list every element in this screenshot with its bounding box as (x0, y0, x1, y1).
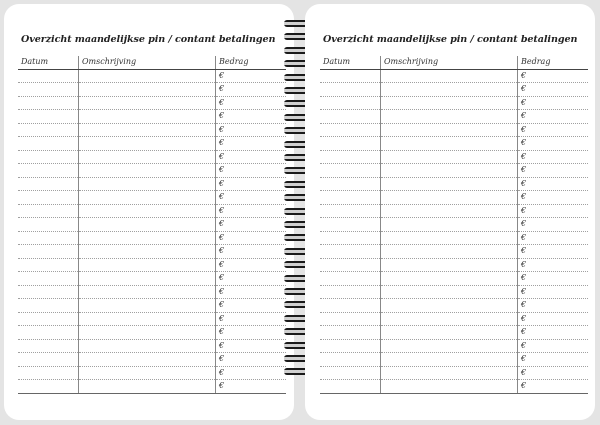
amount-cell[interactable]: € (518, 231, 589, 245)
date-cell[interactable] (18, 191, 79, 205)
amount-cell[interactable]: € (216, 164, 287, 178)
ledger-row (18, 312, 286, 326)
ledger-row (18, 83, 286, 97)
date-cell[interactable] (18, 218, 79, 232)
ledger-header-row (320, 56, 588, 69)
description-cell[interactable] (79, 299, 216, 313)
ledger-row (18, 245, 286, 259)
right-page (305, 4, 595, 420)
amount-cell[interactable]: € (216, 258, 287, 272)
date-cell[interactable] (320, 191, 381, 205)
ledger-row (18, 69, 286, 83)
date-cell[interactable] (320, 177, 381, 191)
ledger-row (18, 339, 286, 353)
amount-cell[interactable]: € (518, 312, 589, 326)
description-cell[interactable] (381, 326, 518, 340)
amount-cell[interactable]: € (518, 339, 589, 353)
amount-cell[interactable]: € (518, 285, 589, 299)
amount-cell[interactable]: € (216, 110, 287, 124)
date-cell[interactable] (18, 380, 79, 394)
description-cell[interactable] (79, 96, 216, 110)
amount-cell[interactable]: € (518, 177, 589, 191)
description-cell[interactable] (381, 110, 518, 124)
ledger-row (18, 299, 286, 313)
description-cell[interactable] (381, 83, 518, 97)
ledger-row (18, 258, 286, 272)
date-cell[interactable] (18, 231, 79, 245)
date-cell[interactable] (18, 110, 79, 124)
amount-cell[interactable]: € (518, 204, 589, 218)
ledger-row (320, 258, 588, 272)
description-cell[interactable] (381, 312, 518, 326)
ledger-header-row (18, 56, 286, 69)
amount-cell[interactable]: € (216, 191, 287, 205)
amount-cell[interactable]: € (518, 69, 589, 83)
ledger-row (320, 204, 588, 218)
amount-cell[interactable]: € (216, 96, 287, 110)
ledger-row (320, 69, 588, 83)
amount-cell[interactable]: € (216, 326, 287, 340)
amount-cell[interactable]: € (216, 137, 287, 151)
ledger-row (18, 110, 286, 124)
ledger-row (320, 353, 588, 367)
date-cell[interactable] (320, 204, 381, 218)
date-cell[interactable] (18, 123, 79, 137)
description-cell[interactable] (381, 177, 518, 191)
amount-cell[interactable]: € (518, 83, 589, 97)
date-cell[interactable] (320, 258, 381, 272)
ledger-row (18, 231, 286, 245)
amount-cell[interactable]: € (216, 218, 287, 232)
ledger-row (18, 123, 286, 137)
description-cell[interactable] (381, 231, 518, 245)
ledger-row (320, 231, 588, 245)
date-cell[interactable] (320, 218, 381, 232)
description-cell[interactable] (79, 204, 216, 218)
column-header-amount: Bedrag (518, 56, 589, 69)
amount-cell[interactable]: € (216, 285, 287, 299)
description-cell[interactable] (79, 326, 216, 340)
page-title: Overzicht maandelijkse pin / contant betalingen (21, 34, 276, 45)
description-cell[interactable] (381, 339, 518, 353)
date-cell[interactable] (320, 312, 381, 326)
description-cell[interactable] (79, 312, 216, 326)
ledger-row (18, 177, 286, 191)
description-cell[interactable] (79, 218, 216, 232)
date-cell[interactable] (320, 96, 381, 110)
amount-cell[interactable]: € (216, 123, 287, 137)
amount-cell[interactable]: € (518, 272, 589, 286)
date-cell[interactable] (320, 285, 381, 299)
amount-cell[interactable]: € (216, 353, 287, 367)
date-cell[interactable] (18, 285, 79, 299)
date-cell[interactable] (320, 380, 381, 394)
description-cell[interactable] (79, 69, 216, 83)
description-cell[interactable] (79, 353, 216, 367)
description-cell[interactable] (79, 366, 216, 380)
amount-cell[interactable]: € (216, 69, 287, 83)
description-cell[interactable] (381, 245, 518, 259)
description-cell[interactable] (79, 245, 216, 259)
ledger-row (18, 326, 286, 340)
amount-cell[interactable]: € (216, 366, 287, 380)
date-cell[interactable] (18, 96, 79, 110)
amount-cell[interactable]: € (518, 191, 589, 205)
amount-cell[interactable]: € (518, 123, 589, 137)
date-cell[interactable] (320, 339, 381, 353)
date-cell[interactable] (320, 366, 381, 380)
date-cell[interactable] (320, 137, 381, 151)
amount-cell[interactable]: € (518, 366, 589, 380)
date-cell[interactable] (18, 299, 79, 313)
description-cell[interactable] (79, 150, 216, 164)
description-cell[interactable] (381, 380, 518, 394)
payments-ledger (18, 56, 286, 394)
description-cell[interactable] (381, 137, 518, 151)
ledger-row (320, 272, 588, 286)
description-cell[interactable] (79, 191, 216, 205)
date-cell[interactable] (18, 164, 79, 178)
amount-cell[interactable]: € (518, 218, 589, 232)
left-page (4, 4, 294, 420)
date-cell[interactable] (18, 326, 79, 340)
date-cell[interactable] (18, 366, 79, 380)
date-cell[interactable] (18, 245, 79, 259)
description-cell[interactable] (79, 285, 216, 299)
date-cell[interactable] (18, 83, 79, 97)
description-cell[interactable] (79, 137, 216, 151)
amount-cell[interactable]: € (216, 245, 287, 259)
description-cell[interactable] (381, 258, 518, 272)
column-header-date: Datum (320, 56, 381, 69)
description-cell[interactable] (79, 177, 216, 191)
date-cell[interactable] (18, 69, 79, 83)
ledger-row (320, 299, 588, 313)
description-cell[interactable] (79, 272, 216, 286)
ledger-row (320, 312, 588, 326)
date-cell[interactable] (18, 137, 79, 151)
amount-cell[interactable]: € (518, 299, 589, 313)
date-cell[interactable] (18, 150, 79, 164)
description-cell[interactable] (381, 150, 518, 164)
date-cell[interactable] (18, 353, 79, 367)
ledger-row (320, 245, 588, 259)
ledger-row (18, 285, 286, 299)
ledger-row (320, 191, 588, 205)
ledger-row (320, 218, 588, 232)
column-header-date: Datum (18, 56, 79, 69)
description-cell[interactable] (79, 231, 216, 245)
date-cell[interactable] (320, 110, 381, 124)
amount-cell[interactable]: € (518, 150, 589, 164)
date-cell[interactable] (320, 245, 381, 259)
amount-cell[interactable]: € (216, 150, 287, 164)
ledger-row (320, 285, 588, 299)
date-cell[interactable] (320, 164, 381, 178)
amount-cell[interactable]: € (216, 177, 287, 191)
ledger-row (320, 96, 588, 110)
amount-cell[interactable]: € (216, 312, 287, 326)
description-cell[interactable] (381, 285, 518, 299)
ledger-row (18, 380, 286, 394)
amount-cell[interactable]: € (216, 380, 287, 394)
date-cell[interactable] (320, 83, 381, 97)
description-cell[interactable] (79, 110, 216, 124)
description-cell[interactable] (79, 164, 216, 178)
column-header-description: Omschrijving (79, 56, 216, 69)
description-cell[interactable] (381, 299, 518, 313)
description-cell[interactable] (79, 83, 216, 97)
ledger-row (320, 150, 588, 164)
amount-cell[interactable]: € (518, 137, 589, 151)
amount-cell[interactable]: € (518, 164, 589, 178)
amount-cell[interactable]: € (518, 96, 589, 110)
date-cell[interactable] (18, 258, 79, 272)
ledger-row (320, 366, 588, 380)
description-cell[interactable] (381, 191, 518, 205)
date-cell[interactable] (18, 312, 79, 326)
ledger-row (18, 191, 286, 205)
amount-cell[interactable]: € (216, 83, 287, 97)
ledger-row (320, 123, 588, 137)
description-cell[interactable] (381, 69, 518, 83)
amount-cell[interactable]: € (216, 339, 287, 353)
column-header-amount: Bedrag (216, 56, 287, 69)
page-title: Overzicht maandelijkse pin / contant betalingen (323, 34, 578, 45)
date-cell[interactable] (320, 272, 381, 286)
description-cell[interactable] (79, 380, 216, 394)
description-cell[interactable] (381, 218, 518, 232)
column-header-description: Omschrijving (381, 56, 518, 69)
description-cell[interactable] (79, 339, 216, 353)
date-cell[interactable] (320, 150, 381, 164)
date-cell[interactable] (320, 353, 381, 367)
date-cell[interactable] (320, 231, 381, 245)
payments-ledger (320, 56, 588, 394)
amount-cell[interactable]: € (216, 299, 287, 313)
description-cell[interactable] (79, 123, 216, 137)
ledger-row (320, 83, 588, 97)
date-cell[interactable] (18, 177, 79, 191)
amount-cell[interactable]: € (518, 326, 589, 340)
ledger-row (320, 110, 588, 124)
ledger-row (320, 326, 588, 340)
description-cell[interactable] (381, 96, 518, 110)
ledger-row (18, 366, 286, 380)
ledger-row (18, 150, 286, 164)
ledger-row (18, 353, 286, 367)
date-cell[interactable] (320, 326, 381, 340)
date-cell[interactable] (18, 339, 79, 353)
amount-cell[interactable]: € (518, 258, 589, 272)
ledger-row (320, 339, 588, 353)
description-cell[interactable] (381, 164, 518, 178)
ledger-row (18, 164, 286, 178)
date-cell[interactable] (18, 204, 79, 218)
amount-cell[interactable]: € (216, 272, 287, 286)
amount-cell[interactable]: € (216, 231, 287, 245)
date-cell[interactable] (320, 69, 381, 83)
date-cell[interactable] (320, 123, 381, 137)
amount-cell[interactable]: € (518, 245, 589, 259)
ledger-row (18, 204, 286, 218)
description-cell[interactable] (381, 272, 518, 286)
ledger-row (18, 218, 286, 232)
ledger-row (18, 96, 286, 110)
ledger-row (320, 164, 588, 178)
description-cell[interactable] (381, 366, 518, 380)
description-cell[interactable] (381, 353, 518, 367)
description-cell[interactable] (381, 204, 518, 218)
amount-cell[interactable]: € (518, 380, 589, 394)
description-cell[interactable] (381, 123, 518, 137)
date-cell[interactable] (18, 272, 79, 286)
ledger-row (18, 272, 286, 286)
description-cell[interactable] (79, 258, 216, 272)
amount-cell[interactable]: € (518, 353, 589, 367)
ledger-row (320, 380, 588, 394)
ledger-row (18, 137, 286, 151)
date-cell[interactable] (320, 299, 381, 313)
ledger-row (320, 177, 588, 191)
ledger-row (320, 137, 588, 151)
amount-cell[interactable]: € (518, 110, 589, 124)
amount-cell[interactable]: € (216, 204, 287, 218)
